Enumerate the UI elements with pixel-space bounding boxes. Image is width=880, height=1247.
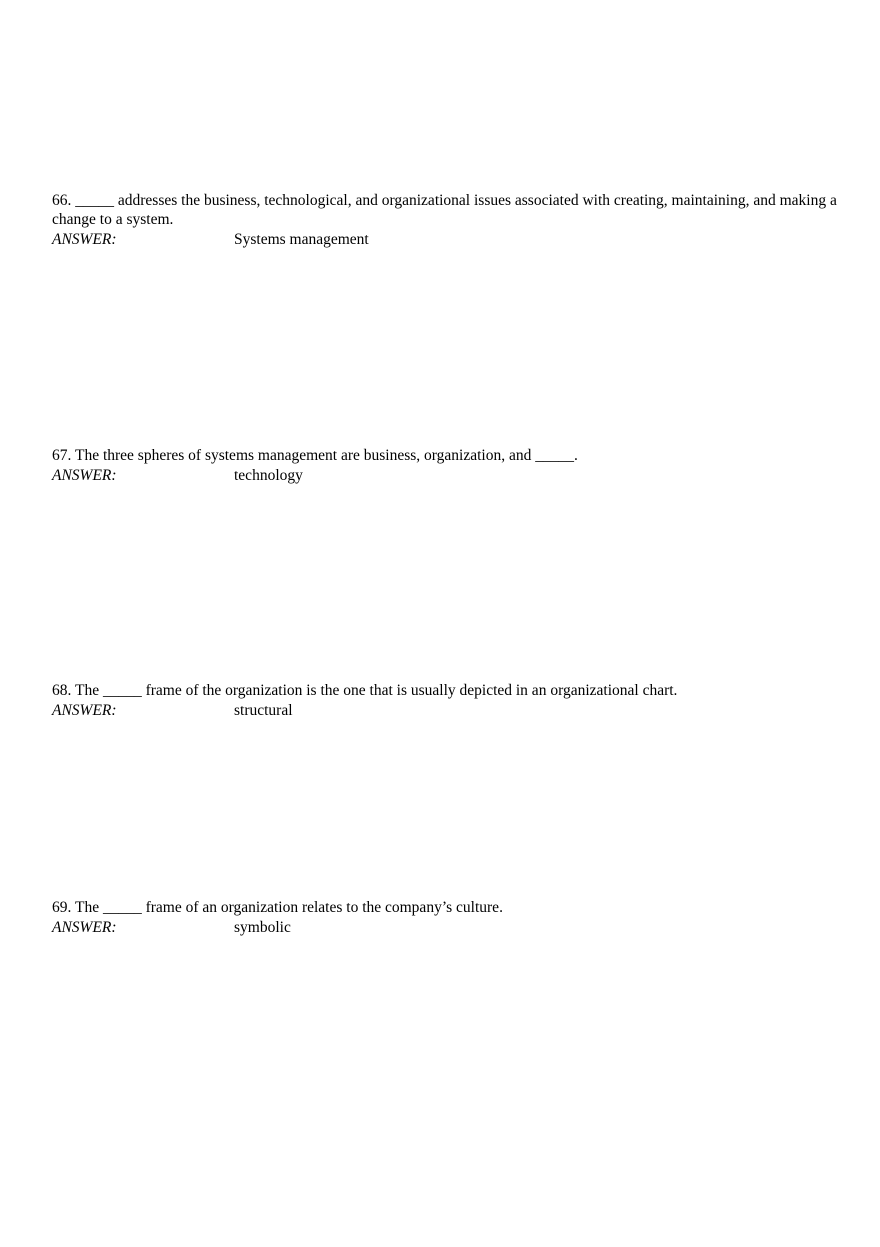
answer-label: ANSWER: xyxy=(52,919,117,936)
answer-row xyxy=(52,230,842,249)
question-text: 67. The three spheres of systems management are business, organization, and _____. xyxy=(52,447,578,464)
question-text: 69. The _____ frame of an organization relates to the company’s culture. xyxy=(52,899,503,916)
question-69 xyxy=(52,898,842,937)
question-text: 66. _____ addresses the business, technological, and organizational issues associated with creating, maintaining, and making a change to a system. xyxy=(52,192,837,228)
answer-value: technology xyxy=(234,467,303,484)
question-67 xyxy=(52,446,842,485)
question-66 xyxy=(52,191,842,249)
answer-row xyxy=(52,918,842,937)
answer-value: Systems management xyxy=(234,231,369,248)
question-68 xyxy=(52,681,842,720)
answer-label: ANSWER: xyxy=(52,467,117,484)
answer-value: symbolic xyxy=(234,919,291,936)
answer-row xyxy=(52,701,842,720)
answer-value: structural xyxy=(234,702,293,719)
answer-label: ANSWER: xyxy=(52,702,117,719)
question-text: 68. The _____ frame of the organization is the one that is usually depicted in an organizational chart. xyxy=(52,682,678,699)
answer-label: ANSWER: xyxy=(52,231,117,248)
answer-row xyxy=(52,466,842,485)
